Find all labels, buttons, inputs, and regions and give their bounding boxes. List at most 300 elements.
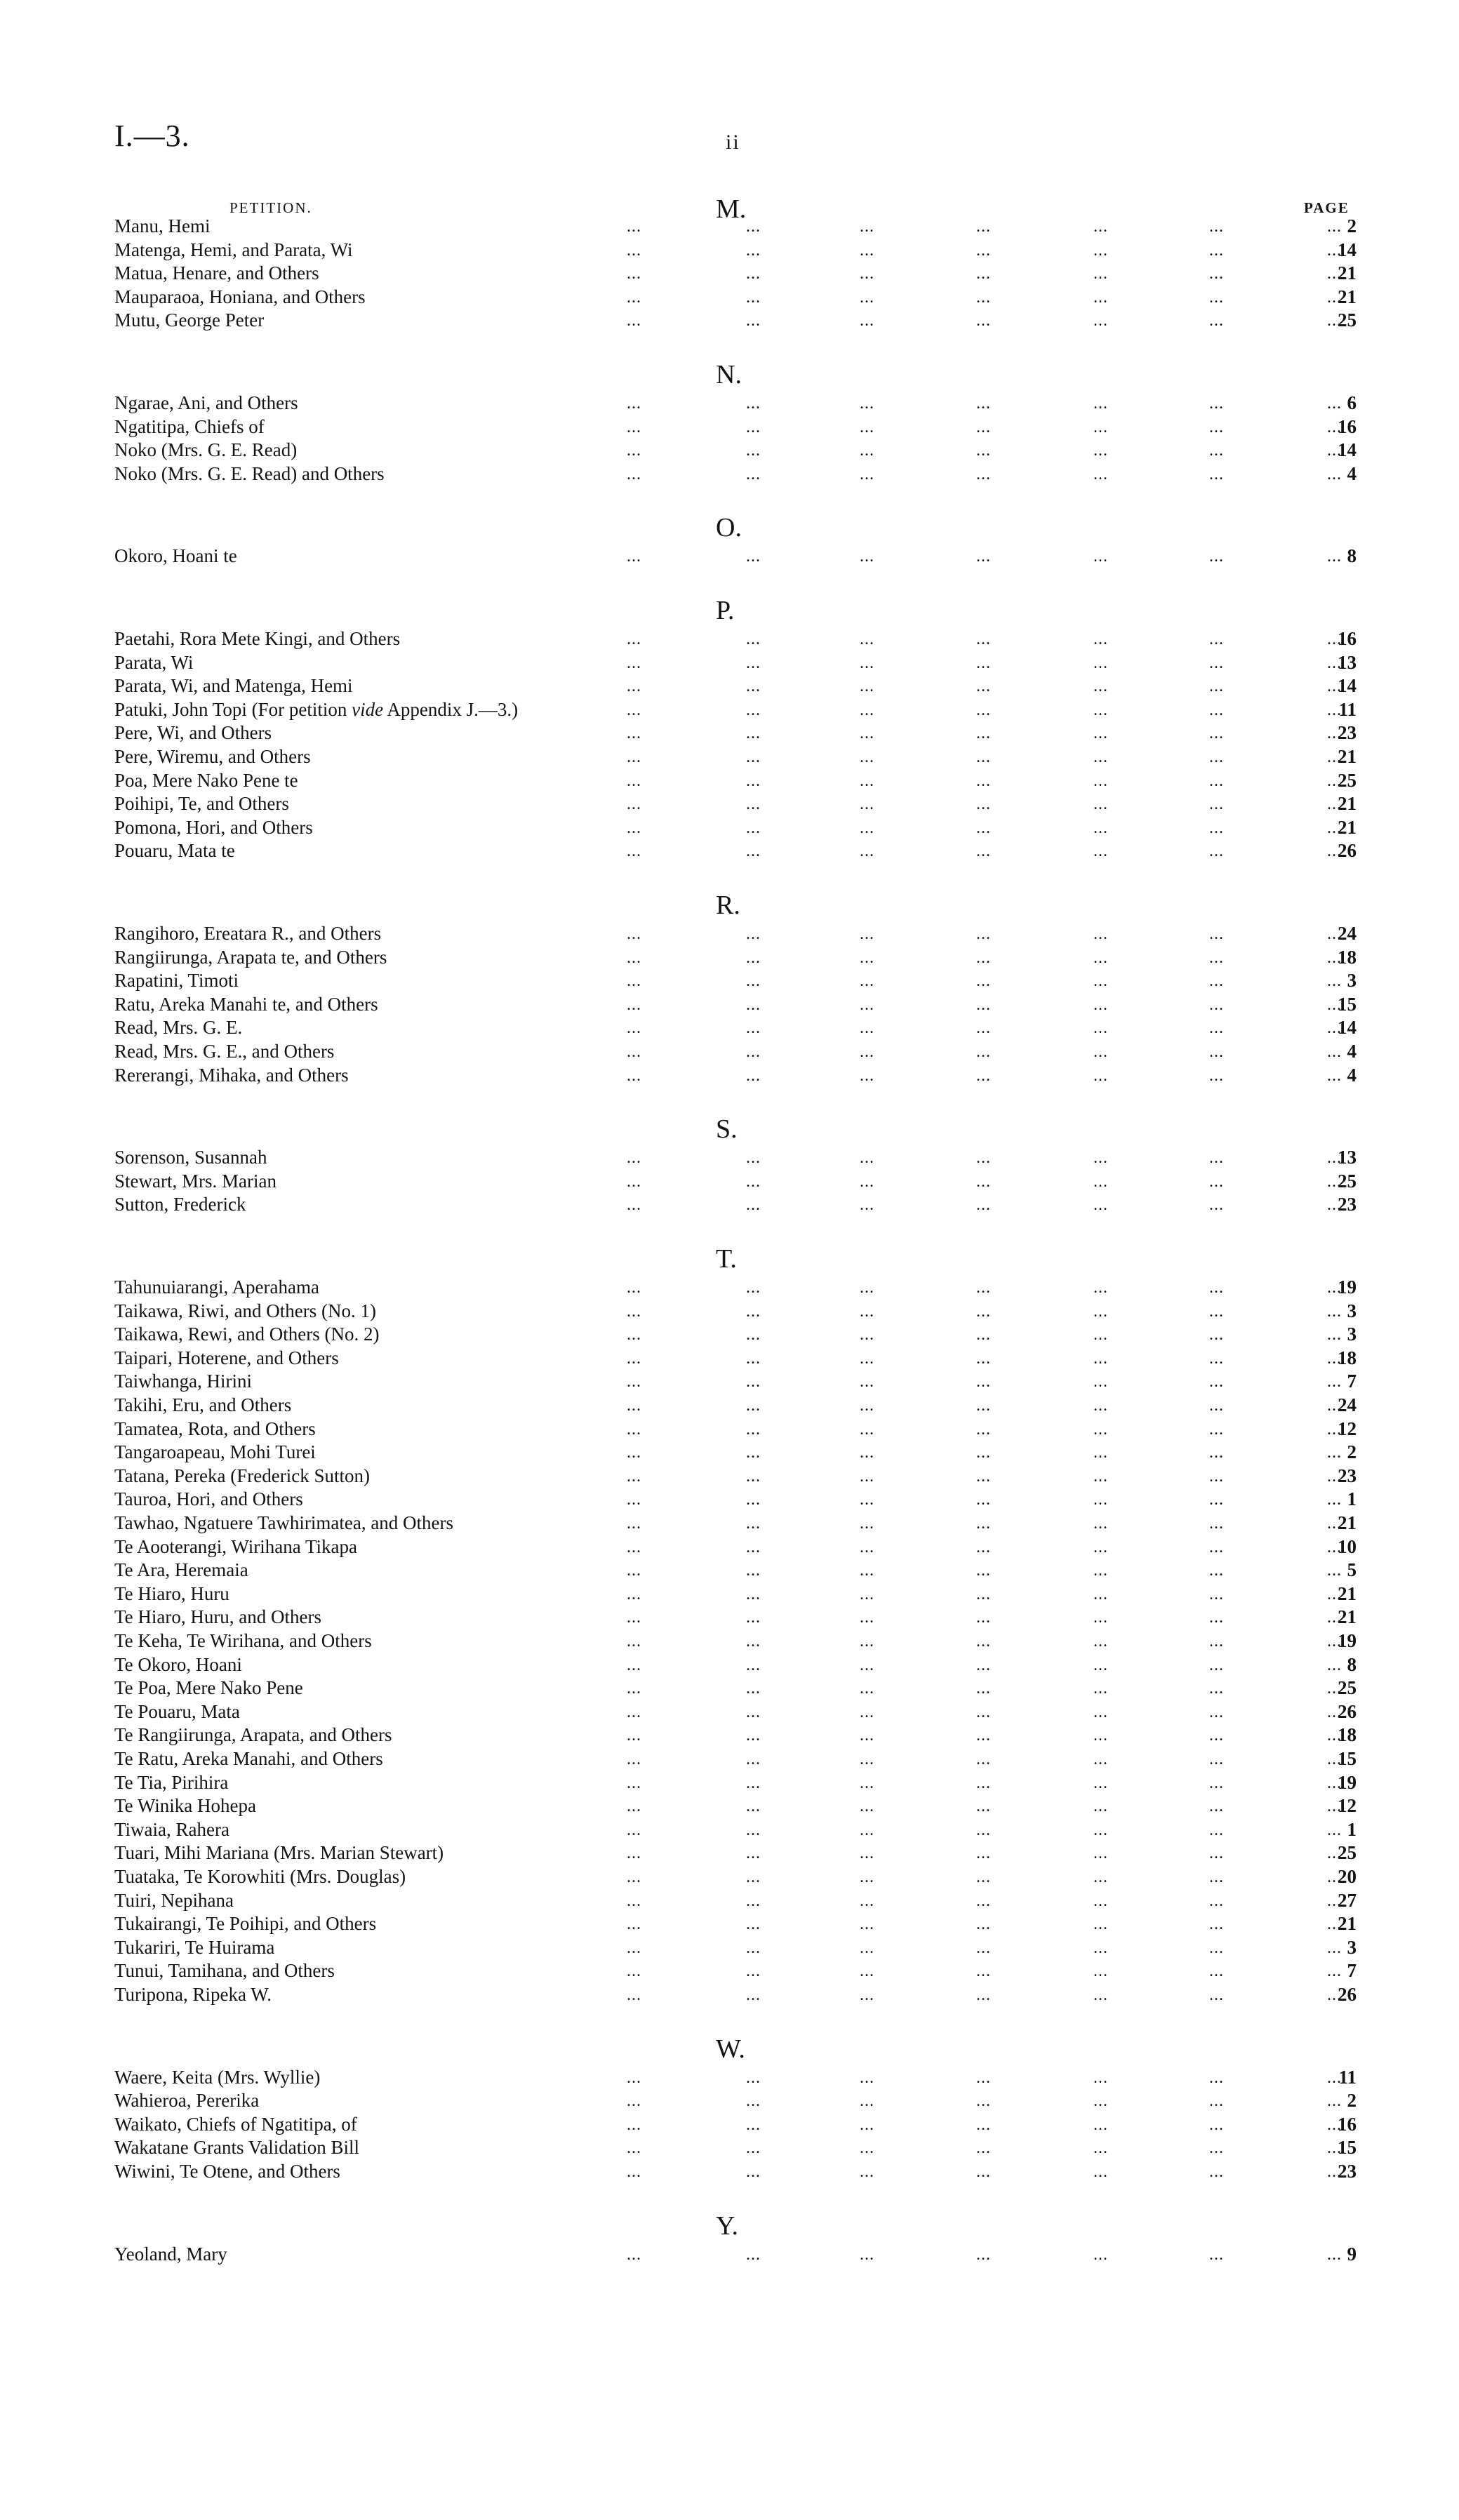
leader-dot: ... xyxy=(976,771,991,790)
leader-dot: ... xyxy=(1209,1632,1224,1651)
leader-dot: ... xyxy=(1093,1444,1108,1462)
leader-dot: ... xyxy=(860,1655,874,1674)
page-reference-number: 12 xyxy=(1338,1795,1357,1817)
page-reference-number: 9 xyxy=(1347,2243,1357,2265)
leader-dot: ... xyxy=(627,2139,641,2158)
leader-dot: ... xyxy=(976,394,991,413)
leader-dot: ... xyxy=(627,795,641,814)
index-entry xyxy=(114,1582,1357,1606)
page-reference-number: 19 xyxy=(1338,1771,1357,1793)
leader-dot: ... xyxy=(1093,1655,1108,1674)
index-entry xyxy=(114,2243,1357,2266)
petitioner-name-text: Ngarae, Ani, and Others xyxy=(114,392,298,413)
leader-dot: ... xyxy=(1327,1396,1342,1415)
leader-dot: ... xyxy=(627,1066,641,1085)
page-reference-number: 25 xyxy=(1338,1170,1357,1192)
leader-dot: ... xyxy=(1093,1043,1108,1061)
leader-dot: ... xyxy=(976,653,991,672)
petitioner-name-text: Read, Mrs. G. E., and Others xyxy=(114,1041,335,1062)
leader-dot: ... xyxy=(860,630,874,648)
leader-dot: ... xyxy=(1093,795,1108,814)
leader-dot: ... xyxy=(1327,1632,1342,1651)
leader-dot: ... xyxy=(1327,1514,1342,1533)
leader-dot: ... xyxy=(976,1986,991,2004)
petitioner-name-text: Tamatea, Rota, and Others xyxy=(114,1418,316,1439)
leader-dot: ... xyxy=(1327,1302,1342,1321)
petitioner-name-text: Tunui, Tamihana, and Others xyxy=(114,1960,335,1982)
leader-dot: ... xyxy=(746,1868,761,1886)
leader-dot: ... xyxy=(627,748,641,766)
index-entry xyxy=(114,1323,1357,1346)
leader-dot: ... xyxy=(746,241,761,260)
leader-dot: ... xyxy=(976,724,991,743)
section-letter: Y. xyxy=(716,2211,739,2241)
leader-dots xyxy=(114,415,1357,437)
leader-dot: ... xyxy=(976,1702,991,1721)
leader-dots xyxy=(114,1986,1357,2004)
leader-dots xyxy=(114,462,1357,484)
page-reference-number: 16 xyxy=(1338,628,1357,649)
page-reference-number: 2 xyxy=(1347,2090,1357,2112)
index-entry xyxy=(114,946,1357,969)
leader-dot: ... xyxy=(1209,1702,1224,1721)
index-entry xyxy=(114,1818,1357,1841)
leader-dot: ... xyxy=(860,2092,874,2111)
page-reference-number: 21 xyxy=(1338,286,1357,307)
leader-dot: ... xyxy=(627,700,641,719)
index-entry xyxy=(114,1747,1357,1771)
petitioner-name-text: Parata, Wi xyxy=(114,651,194,673)
petitioner-name-text: Taikawa, Riwi, and Others (No. 1) xyxy=(114,1300,377,1321)
leader-dot: ... xyxy=(976,2068,991,2087)
index-entry xyxy=(114,1865,1357,1888)
leader-dot: ... xyxy=(860,1149,874,1168)
leader-dot: ... xyxy=(1327,1538,1342,1556)
leader-dot: ... xyxy=(627,2068,641,2087)
leader-dot: ... xyxy=(627,241,641,260)
leader-dot: ... xyxy=(746,1444,761,1462)
index-entry xyxy=(114,1653,1357,1676)
leader-dots xyxy=(114,394,1357,413)
petitioner-name-text: Manu, Hemi xyxy=(114,215,211,236)
index-entry xyxy=(114,745,1357,768)
index-entry xyxy=(114,1064,1357,1087)
petitioner-name-text: Read, Mrs. G. E. xyxy=(114,1017,243,1039)
leader-dot: ... xyxy=(976,1820,991,1839)
page-reference-number: 19 xyxy=(1338,1630,1357,1651)
leader-dot: ... xyxy=(1327,724,1342,743)
leader-dot: ... xyxy=(746,1561,761,1580)
leader-dot: ... xyxy=(627,724,641,743)
leader-dot: ... xyxy=(1093,265,1108,284)
leader-dot: ... xyxy=(1209,818,1224,837)
leader-dot: ... xyxy=(1093,2068,1108,2087)
leader-dot: ... xyxy=(976,1750,991,1768)
leader-dot: ... xyxy=(1209,948,1224,967)
leader-dot: ... xyxy=(1327,1172,1342,1191)
leader-dot: ... xyxy=(746,948,761,967)
leader-dot: ... xyxy=(1093,1679,1108,1698)
leader-dot: ... xyxy=(746,1702,761,1721)
leader-dot: ... xyxy=(1093,241,1108,260)
leader-dot: ... xyxy=(860,748,874,766)
leader-dot: ... xyxy=(746,1962,761,1981)
index-entry xyxy=(114,1794,1357,1818)
petitioner-name-text: Te Pouaru, Mata xyxy=(114,1700,240,1722)
leader-dot: ... xyxy=(746,1373,761,1392)
leader-dot: ... xyxy=(746,771,761,790)
leader-dot: ... xyxy=(627,288,641,307)
index-entry xyxy=(114,392,1357,415)
leader-dot: ... xyxy=(1209,1538,1224,1556)
leader-dot: ... xyxy=(860,547,874,566)
section-letter: N. xyxy=(716,360,742,389)
petitioner-name-text: Waere, Keita (Mrs. Wyllie) xyxy=(114,2066,321,2088)
leader-dot: ... xyxy=(976,1561,991,1580)
leader-dot: ... xyxy=(1327,1986,1342,2004)
leader-dot: ... xyxy=(746,288,761,307)
leader-dots xyxy=(114,1279,1357,1297)
leader-dot: ... xyxy=(1209,241,1224,260)
leader-dot: ... xyxy=(1327,288,1342,307)
petitioner-name-text: Te Aooterangi, Wirihana Tikapa xyxy=(114,1535,357,1557)
index-entry xyxy=(114,1040,1357,1063)
leader-dots xyxy=(114,1420,1357,1439)
leader-dot: ... xyxy=(1093,948,1108,967)
petitioner-name-text: Taikawa, Rewi, and Others (No. 2) xyxy=(114,1324,380,1345)
petitioner-name-text: Okoro, Hoani te xyxy=(114,545,237,567)
leader-dot: ... xyxy=(1327,842,1342,861)
page-reference-number: 2 xyxy=(1347,1441,1357,1463)
leader-dot: ... xyxy=(1093,1632,1108,1651)
leader-dot: ... xyxy=(627,1915,641,1934)
page-reference-number: 27 xyxy=(1338,1889,1357,1911)
page-reference-number: 14 xyxy=(1338,239,1357,260)
leader-dot: ... xyxy=(976,547,991,566)
leader-dots xyxy=(114,972,1357,990)
leader-dot: ... xyxy=(627,948,641,967)
index-entry xyxy=(114,627,1357,651)
petitioner-name-text: Wahieroa, Pererika xyxy=(114,2090,260,2112)
leader-dot: ... xyxy=(1093,1891,1108,1910)
leader-dot: ... xyxy=(746,1420,761,1439)
leader-dot: ... xyxy=(860,842,874,861)
leader-dot: ... xyxy=(976,1019,991,1038)
leader-dot: ... xyxy=(746,2115,761,2134)
page-reference-number: 15 xyxy=(1338,993,1357,1015)
page-reference-number: 16 xyxy=(1338,415,1357,437)
leader-dot: ... xyxy=(860,1773,874,1792)
leader-dot: ... xyxy=(1093,288,1108,307)
leader-dot: ... xyxy=(1327,1655,1342,1674)
leader-dot: ... xyxy=(1327,948,1342,967)
leader-dot: ... xyxy=(1209,288,1224,307)
leader-dot: ... xyxy=(1093,1797,1108,1816)
leader-dot: ... xyxy=(1209,1938,1224,1957)
leader-dot: ... xyxy=(976,1373,991,1392)
leader-dot: ... xyxy=(976,1679,991,1698)
leader-dot: ... xyxy=(627,1373,641,1392)
leader-dots xyxy=(114,1771,1357,1793)
leader-dot: ... xyxy=(1093,1396,1108,1415)
leader-dots xyxy=(114,630,1357,648)
leader-dot: ... xyxy=(1209,1868,1224,1886)
leader-dot: ... xyxy=(976,1844,991,1863)
leader-dot: ... xyxy=(746,1396,761,1415)
leader-dot: ... xyxy=(976,1797,991,1816)
index-entry xyxy=(114,262,1357,285)
leader-dots xyxy=(114,1936,1357,1958)
index-entry xyxy=(114,2089,1357,2112)
section-letter: R. xyxy=(716,891,740,920)
leader-dots xyxy=(114,1653,1357,1675)
leader-dot: ... xyxy=(627,1868,641,1886)
leader-dot: ... xyxy=(860,1019,874,1038)
leader-dot: ... xyxy=(627,1491,641,1509)
leader-dot: ... xyxy=(746,1066,761,1085)
leader-dots xyxy=(114,1844,1357,1862)
leader-dot: ... xyxy=(1327,1043,1342,1061)
leader-dot: ... xyxy=(1327,1726,1342,1745)
leader-dot: ... xyxy=(1327,818,1342,837)
leader-dot: ... xyxy=(746,2139,761,2158)
leader-dot: ... xyxy=(627,1891,641,1910)
leader-dot: ... xyxy=(1327,418,1342,436)
leader-dot: ... xyxy=(976,700,991,719)
leader-dot: ... xyxy=(627,1172,641,1191)
leader-dot: ... xyxy=(1093,2092,1108,2111)
leader-dot: ... xyxy=(746,1938,761,1957)
leader-dot: ... xyxy=(860,771,874,790)
leader-dot: ... xyxy=(746,842,761,861)
section-letter: S. xyxy=(716,1114,738,1145)
leader-dots xyxy=(114,769,1357,791)
leader-dot: ... xyxy=(860,995,874,1014)
page-reference-number: 3 xyxy=(1347,1300,1357,1321)
leader-dot: ... xyxy=(860,265,874,284)
index-entry xyxy=(114,969,1357,992)
leader-dot: ... xyxy=(1093,1938,1108,1957)
leader-dot: ... xyxy=(746,653,761,672)
leader-dot: ... xyxy=(1327,1773,1342,1792)
leader-dot: ... xyxy=(1093,1514,1108,1533)
leader-dot: ... xyxy=(746,1019,761,1038)
leader-dots xyxy=(114,1019,1357,1037)
petitioner-name-text: Mauparaoa, Honiana, and Others xyxy=(114,286,366,307)
leader-dot: ... xyxy=(860,1349,874,1368)
index-entry xyxy=(114,2160,1357,2183)
leader-dot: ... xyxy=(1327,925,1342,943)
leader-dot: ... xyxy=(976,677,991,696)
index-entry xyxy=(114,2113,1357,2136)
leader-dot: ... xyxy=(627,1444,641,1462)
leader-dot: ... xyxy=(1209,1491,1224,1509)
leader-dot: ... xyxy=(1093,995,1108,1014)
page-reference-number: 7 xyxy=(1347,1960,1357,1982)
leader-dot: ... xyxy=(976,1891,991,1910)
leader-dot: ... xyxy=(627,1938,641,1957)
index-entry xyxy=(114,309,1357,332)
leader-dots xyxy=(114,1326,1357,1344)
page-column-heading: PAGE xyxy=(1304,199,1350,216)
leader-dot: ... xyxy=(976,2163,991,2181)
leader-dot: ... xyxy=(1327,1196,1342,1215)
page-reference-number: 23 xyxy=(1338,2161,1357,2182)
leader-dot: ... xyxy=(627,265,641,284)
leader-dot: ... xyxy=(1093,1373,1108,1392)
leader-dot: ... xyxy=(746,700,761,719)
leader-dot: ... xyxy=(627,418,641,436)
leader-dot: ... xyxy=(627,1561,641,1580)
leader-dot: ... xyxy=(1093,2115,1108,2134)
page-reference-number: 23 xyxy=(1338,722,1357,744)
index-entry xyxy=(114,674,1357,698)
leader-dot: ... xyxy=(1209,842,1224,861)
index-entry xyxy=(114,698,1357,721)
petitioner-name-text: Paetahi, Rora Mete Kingi, and Others xyxy=(114,628,401,649)
leader-dot: ... xyxy=(976,1444,991,1462)
leader-dots xyxy=(114,547,1357,566)
page-reference-number: 8 xyxy=(1347,545,1357,567)
leader-dot: ... xyxy=(1327,1373,1342,1392)
leader-dot: ... xyxy=(1327,465,1342,484)
leader-dots xyxy=(114,1302,1357,1321)
leader-dot: ... xyxy=(1209,1279,1224,1297)
leader-dot: ... xyxy=(746,465,761,484)
leader-dot: ... xyxy=(1327,1326,1342,1345)
index-entry xyxy=(114,1936,1357,1959)
leader-dot: ... xyxy=(746,441,761,460)
leader-dot: ... xyxy=(1093,653,1108,672)
page-reference-number: 24 xyxy=(1338,923,1357,944)
leader-dot: ... xyxy=(976,441,991,460)
leader-dot: ... xyxy=(746,972,761,991)
leader-dot: ... xyxy=(1327,2139,1342,2158)
petitioner-name-text: Te Tia, Pirihira xyxy=(114,1771,229,1793)
petitioner-name-text: Taiwhanga, Hirini xyxy=(114,1371,253,1392)
leader-dot: ... xyxy=(860,1844,874,1863)
petitioner-name-text: Turipona, Ripeka W. xyxy=(114,1984,272,2005)
leader-dot: ... xyxy=(1093,1491,1108,1509)
leader-dot: ... xyxy=(627,1043,641,1061)
leader-dot: ... xyxy=(746,1149,761,1168)
leader-dot: ... xyxy=(860,1585,874,1604)
page-reference-number: 14 xyxy=(1338,675,1357,697)
leader-dots xyxy=(114,2163,1357,2181)
leader-dot: ... xyxy=(1093,1149,1108,1168)
leader-dot: ... xyxy=(976,748,991,766)
petitioner-name-text: Noko (Mrs. G. E. Read) xyxy=(114,439,298,461)
index-entry xyxy=(114,1146,1357,1169)
page-reference-number: 10 xyxy=(1338,1535,1357,1557)
leader-dot: ... xyxy=(746,1172,761,1191)
leader-dot: ... xyxy=(860,288,874,307)
leader-dot: ... xyxy=(746,1632,761,1651)
leader-dot: ... xyxy=(1327,1750,1342,1768)
petitioner-name-text: Sorenson, Susannah xyxy=(114,1147,267,1168)
index-entry xyxy=(114,1606,1357,1629)
leader-dot: ... xyxy=(1327,795,1342,814)
leader-dot: ... xyxy=(860,1514,874,1533)
leader-dot: ... xyxy=(627,630,641,648)
page-reference-number: 2 xyxy=(1347,215,1357,236)
leader-dot: ... xyxy=(746,2092,761,2111)
leader-dot: ... xyxy=(860,1938,874,1957)
petitioner-name-text: Taipari, Hoterene, and Others xyxy=(114,1347,339,1368)
index-entry xyxy=(114,1488,1357,1511)
leader-dots xyxy=(114,724,1357,742)
page-reference-number: 3 xyxy=(1347,1324,1357,1345)
petitioner-name-text: Patuki, John Topi (For petition xyxy=(114,698,352,720)
leader-dot: ... xyxy=(1209,1514,1224,1533)
leader-dot: ... xyxy=(627,972,641,991)
leader-dots xyxy=(114,946,1357,968)
index-entry xyxy=(114,1276,1357,1299)
leader-dot: ... xyxy=(976,1491,991,1509)
leader-dot: ... xyxy=(860,1302,874,1321)
page-reference-number: 4 xyxy=(1347,462,1357,484)
leader-dot: ... xyxy=(860,948,874,967)
leader-dots xyxy=(114,1818,1357,1840)
leader-dot: ... xyxy=(1209,2092,1224,2111)
leader-dot: ... xyxy=(860,1702,874,1721)
leader-dot: ... xyxy=(1209,1019,1224,1038)
leader-dot: ... xyxy=(1093,842,1108,861)
leader-dot: ... xyxy=(976,948,991,967)
page-reference-number: 1 xyxy=(1347,1818,1357,1840)
leader-dot: ... xyxy=(627,818,641,837)
leader-dots xyxy=(114,1679,1357,1698)
leader-dot: ... xyxy=(627,1149,641,1168)
leader-dot: ... xyxy=(1093,1702,1108,1721)
index-entry xyxy=(114,792,1357,815)
leader-dots xyxy=(114,1915,1357,1933)
leader-dot: ... xyxy=(860,1491,874,1509)
leader-dots xyxy=(114,1632,1357,1651)
leader-dot: ... xyxy=(1327,218,1342,236)
index-entry xyxy=(114,1347,1357,1370)
leader-dots xyxy=(114,2066,1357,2088)
page-reference-number: 25 xyxy=(1338,309,1357,331)
leader-dot: ... xyxy=(1209,630,1224,648)
leader-dot: ... xyxy=(860,1538,874,1556)
leader-dot: ... xyxy=(746,218,761,236)
leader-dots xyxy=(114,1149,1357,1167)
page-reference-number: 21 xyxy=(1338,1582,1357,1604)
index-entry xyxy=(114,839,1357,862)
leader-dot: ... xyxy=(860,1820,874,1839)
leader-dot: ... xyxy=(1093,771,1108,790)
leader-dot: ... xyxy=(1209,1196,1224,1215)
leader-dot: ... xyxy=(1327,1679,1342,1698)
leader-dot: ... xyxy=(1327,771,1342,790)
petitioner-name-text: Te Rangiirunga, Arapata, and Others xyxy=(114,1724,392,1746)
leader-dot: ... xyxy=(1327,2092,1342,2111)
page-reference-number: 14 xyxy=(1338,1017,1357,1039)
leader-dot: ... xyxy=(1209,465,1224,484)
leader-dot: ... xyxy=(860,394,874,413)
leader-dot: ... xyxy=(1093,818,1108,837)
index-entry xyxy=(114,1512,1357,1535)
section-letter: T. xyxy=(716,1244,737,1274)
leader-dot: ... xyxy=(746,748,761,766)
leader-dot: ... xyxy=(627,1962,641,1981)
leader-dot: ... xyxy=(860,1279,874,1297)
page-reference-number: 15 xyxy=(1338,2137,1357,2159)
petitioner-name-text: Ngatitipa, Chiefs of xyxy=(114,415,265,437)
leader-dot: ... xyxy=(1093,1538,1108,1556)
leader-dot: ... xyxy=(1327,1962,1342,1981)
